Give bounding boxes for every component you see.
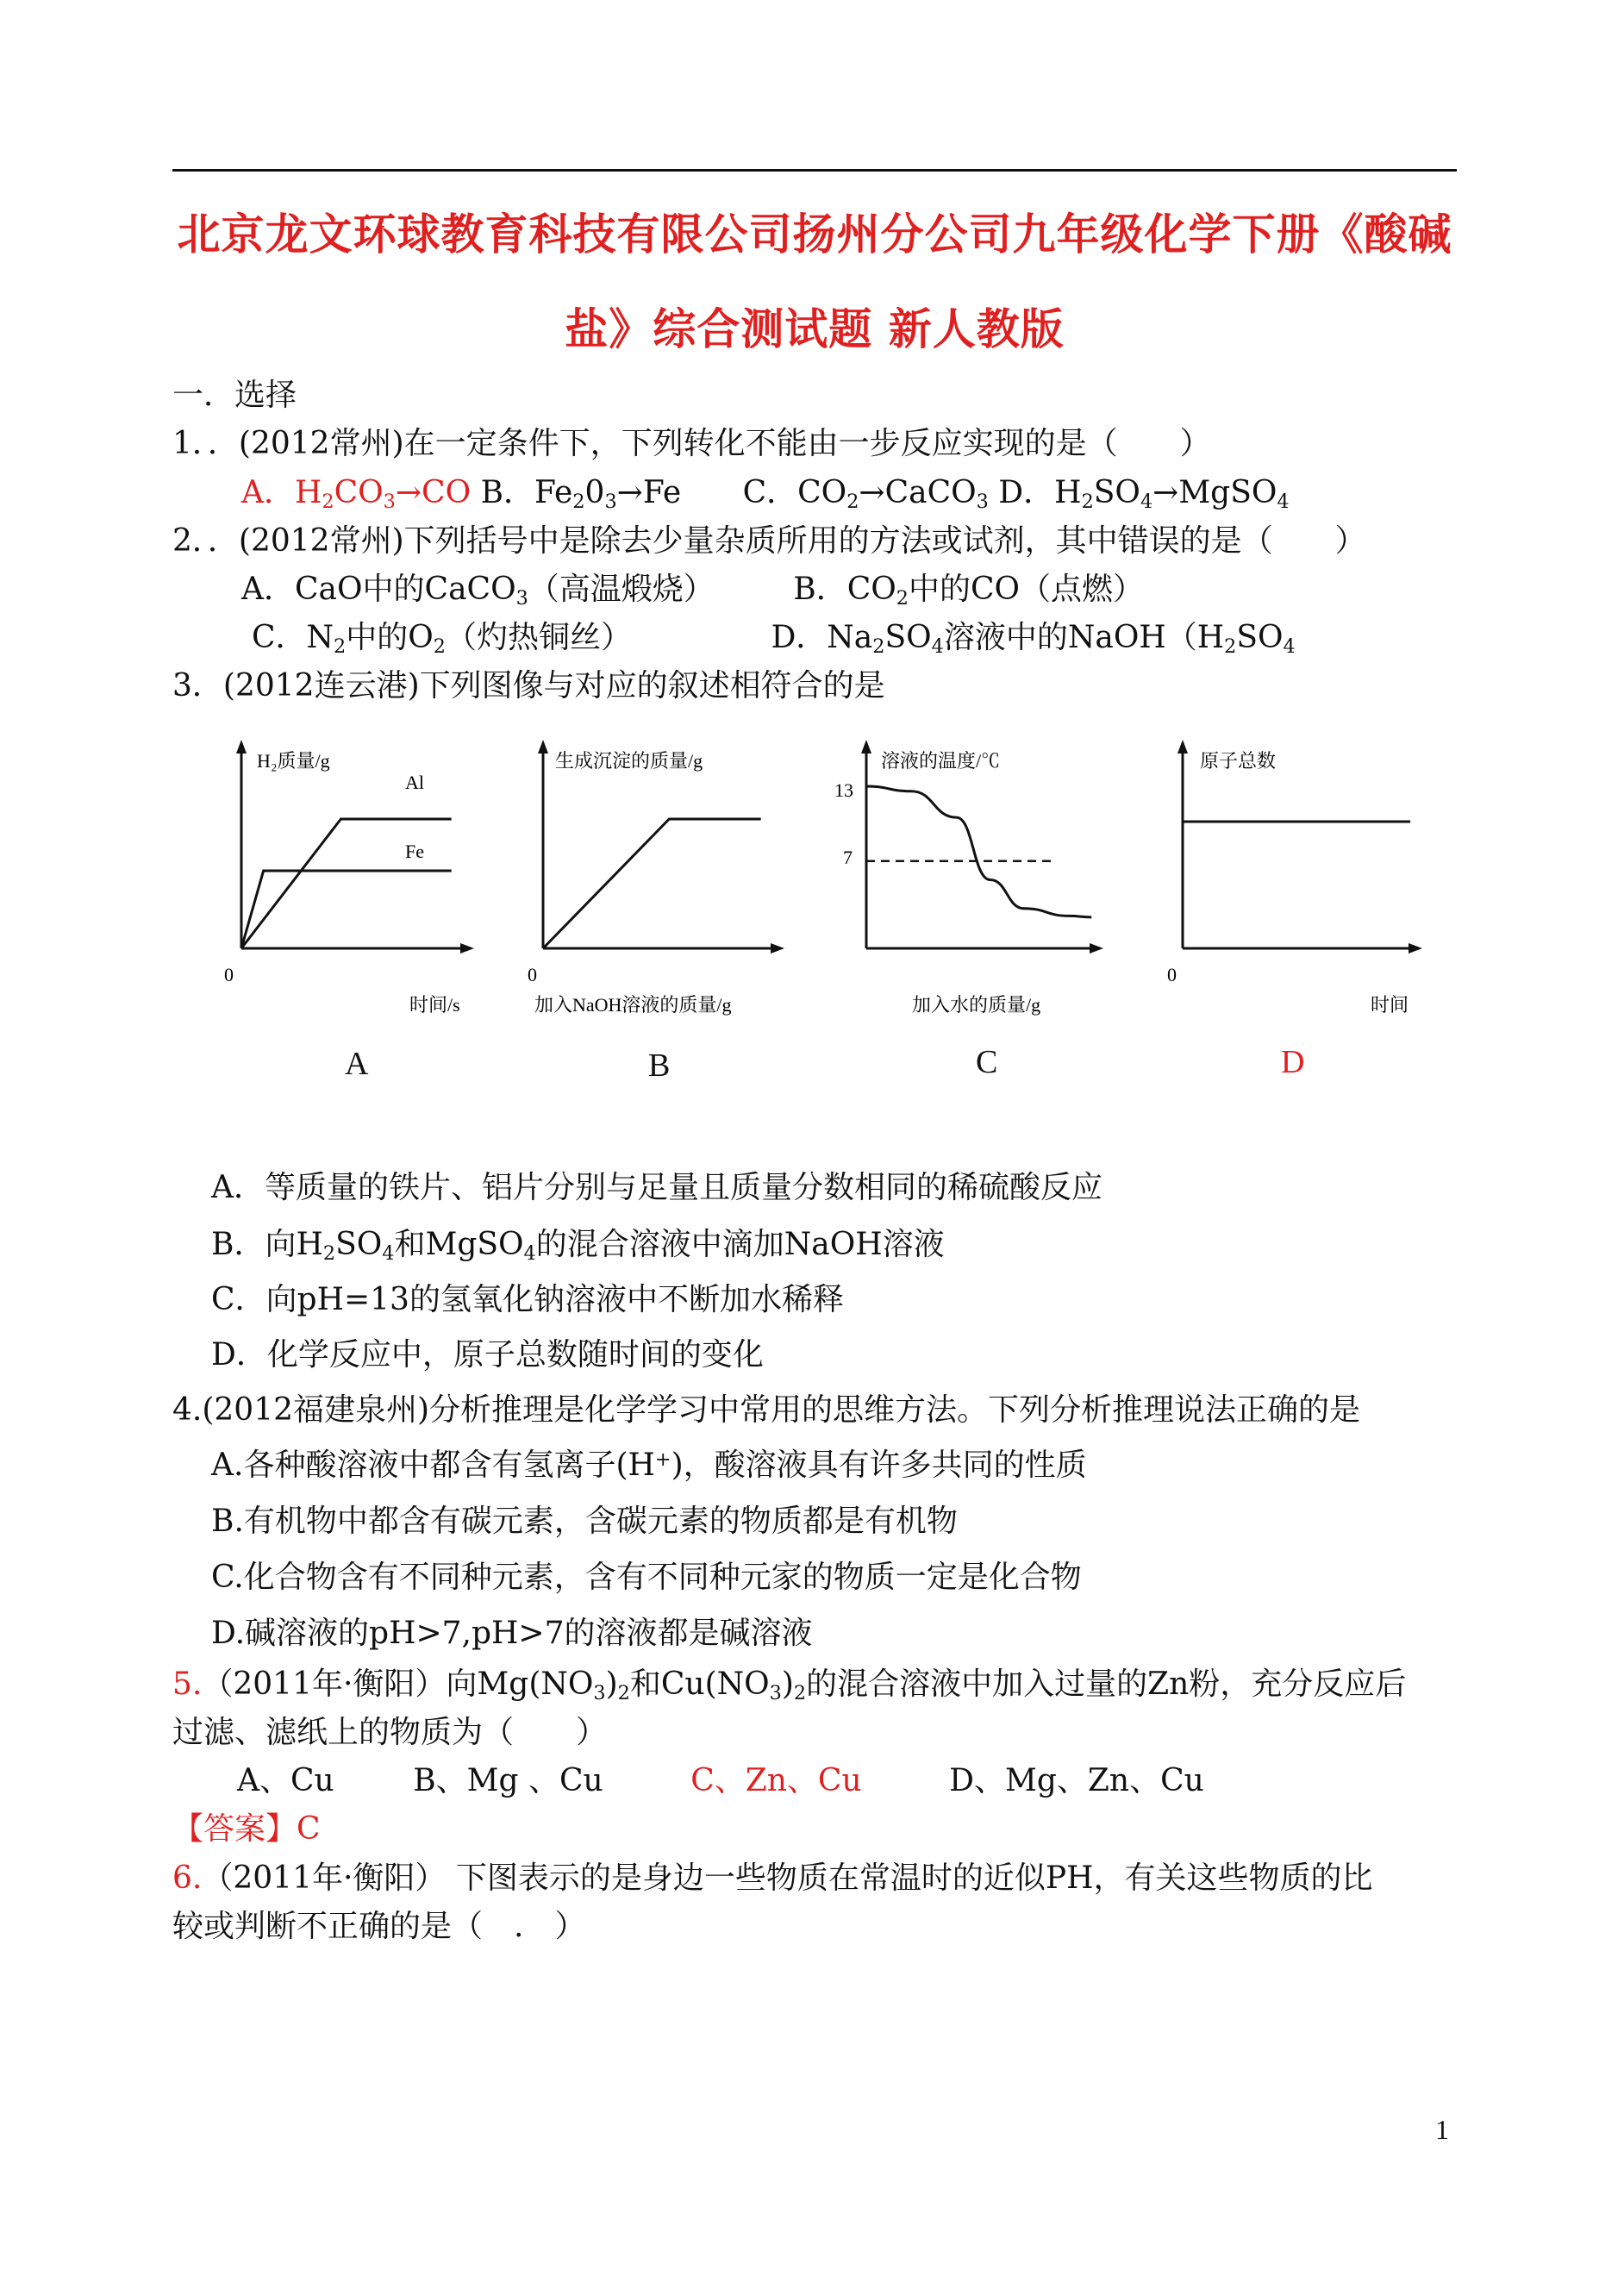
q4-option-b: B.有机物中都含有碳元素，含碳元素的物质都是有机物 <box>211 1504 958 1539</box>
q6-stem-line2: 较或判断不正确的是（ . ） <box>172 1909 586 1944</box>
chart-d-caption: D <box>1281 1044 1305 1080</box>
page-number: 1 <box>1435 2114 1449 2145</box>
chart-c-ylabel: 溶液的温度/℃ <box>881 750 1001 772</box>
q1-option-a: A．$H_2CO_3\to CO$ <box>241 475 472 514</box>
q5-option-b: B、Mg 、Cu <box>413 1763 603 1798</box>
header-rule <box>172 169 1457 172</box>
chart-d-xlabel: 时间 <box>1371 994 1409 1016</box>
q2-options-row1 <box>241 571 1144 608</box>
chart-c-caption: C <box>976 1044 998 1080</box>
q3-option-b: B．向$H_2SO_4$和MgSO$_4$的混合溶液中滴加NaOH溶液 <box>211 1227 945 1266</box>
q3-option-d: D．化学反应中，原子总数随时间的变化 <box>211 1337 764 1373</box>
chart-a-x-arrow <box>460 943 474 954</box>
chart-d-origin: 0 <box>1167 964 1177 985</box>
chart-c-y-arrow <box>861 740 871 754</box>
chart-b-ylabel: 生成沉淀的质量/g <box>555 750 703 772</box>
q4-stem: 4.(2012福建泉州)分析推理是化学学习中常用的思维方法。下列分析推理说法正确的是 <box>172 1392 1361 1428</box>
q2-option-b: B．$CO_2$中的CO（点燃） <box>793 572 1145 610</box>
chart-c-ytick-7: 7 <box>843 847 853 868</box>
chart-a-series <box>241 772 452 948</box>
chart-c-series-line-0 <box>866 786 1091 917</box>
q5-answer: 【答案】C <box>172 1811 321 1847</box>
q4-option-d: D.碱溶液的pH>7,pH>7的溶液都是碱溶液 <box>211 1616 813 1651</box>
chart-a-series-label-al: Al <box>405 772 424 793</box>
chart-b <box>517 733 810 1017</box>
chart-d-ylabel: 原子总数 <box>1200 750 1277 772</box>
chart-d-y-arrow <box>1177 740 1188 754</box>
chart-c-series <box>866 786 1091 917</box>
q2-options-row2 <box>252 619 1296 659</box>
section-heading: 一．选择 <box>172 378 297 413</box>
q3-option-c: C．向pH=13的氢氧化钠溶液中不断加水稀释 <box>211 1282 844 1317</box>
chart-a-series-line-al <box>241 819 452 948</box>
chart-a-series-label-fe: Fe <box>405 841 424 862</box>
chart-b-x-arrow <box>771 943 784 954</box>
chart-c-xlabel: 加入水的质量/g <box>912 994 1041 1016</box>
q5-option-a: A、Cu <box>237 1763 334 1798</box>
q3-option-a: A．等质量的铁片、铝片分别与足量且质量分数相同的稀硫酸反应 <box>211 1170 1102 1205</box>
q2-stem: 2．．(2012常州)下列括号中是除去少量杂质所用的方法或试剂，其中错误的是（ ） <box>172 523 1366 559</box>
chart-b-y-arrow <box>538 740 548 754</box>
chart-a-origin: 0 <box>224 964 234 985</box>
chart-d <box>1146 733 1440 1017</box>
q5-option-c: C、Zn、Cu <box>690 1763 862 1798</box>
q1-options <box>241 474 1290 514</box>
q1-stem: 1．．(2012常州)在一定条件下，下列转化不能由一步反应实现的是（ ） <box>172 426 1211 461</box>
chart-a-caption: A <box>345 1046 369 1082</box>
chart-b-series-line-0 <box>543 819 761 948</box>
chart-c-x-arrow <box>1090 943 1103 954</box>
chart-b-origin: 0 <box>528 964 537 985</box>
chart-a-y-arrow <box>236 740 247 754</box>
chart-a-series-line-fe <box>241 871 452 948</box>
chart-c <box>828 733 1121 1017</box>
q1-option-d: D．$H_2SO_4\to MgSO_4$ <box>998 475 1290 514</box>
chart-b-xlabel: 加入NaOH溶液的质量/g <box>534 994 732 1016</box>
q4-option-a: A.各种酸溶液中都含有氢离子(H+)，酸溶液具有许多共同的性质 <box>211 1448 1087 1483</box>
chart-d-x-arrow <box>1409 943 1422 954</box>
q3-stem: 3．(2012连云港)下列图像与对应的叙述相符合的是 <box>172 668 885 704</box>
q5-options <box>237 1762 1204 1799</box>
q5-option-d: D、Mg、Zn、Cu <box>949 1763 1204 1798</box>
chart-b-series <box>543 819 761 948</box>
q5-stem: 5.（2011年·衡阳）向$Mg(NO_3)_2$和$Cu(NO_3)_2$的混合溶液中加入过量的Zn粉，充分反应后 <box>172 1667 1407 1705</box>
doc-title-line1: 北京龙文环球教育科技有限公司扬州分公司九年级化学下册《酸碱 <box>177 209 1452 260</box>
q2-option-a: A．CaO中的CaCO$_3$（高温煅烧） <box>241 572 715 610</box>
q5-stem-line2: 过滤、滤纸上的物质为（ ） <box>172 1715 608 1750</box>
q2-option-c: C．$N_2$中的$O_2$（灼热铜丝） <box>252 620 632 659</box>
q1-option-b: B．$Fe_20_3\to Fe$ <box>480 475 682 514</box>
q6-stem: 6.（2011年·衡阳） 下图表示的是身边一些物质在常温时的近似PH，有关这些物质的比 <box>172 1860 1373 1896</box>
q2-option-d: D．$Na_2SO_4$溶液中的$NaOH(H_2SO_4$ <box>771 620 1296 659</box>
chart-a <box>215 733 491 1017</box>
chart-b-caption: B <box>648 1047 671 1084</box>
doc-title-line2: 盐》综合测试题 新人教版 <box>565 303 1065 354</box>
q1-option-c: C．$CO_2\to CaCO_3$ <box>742 475 989 514</box>
chart-a-ylabel: H₂质量/g <box>257 750 330 772</box>
chart-c-ytick-13: 13 <box>834 779 853 801</box>
q4-option-c: C.化合物含有不同种元素，含有不同种元家的物质一定是化合物 <box>211 1560 1082 1595</box>
chart-a-xlabel: 时间/s <box>409 994 460 1016</box>
